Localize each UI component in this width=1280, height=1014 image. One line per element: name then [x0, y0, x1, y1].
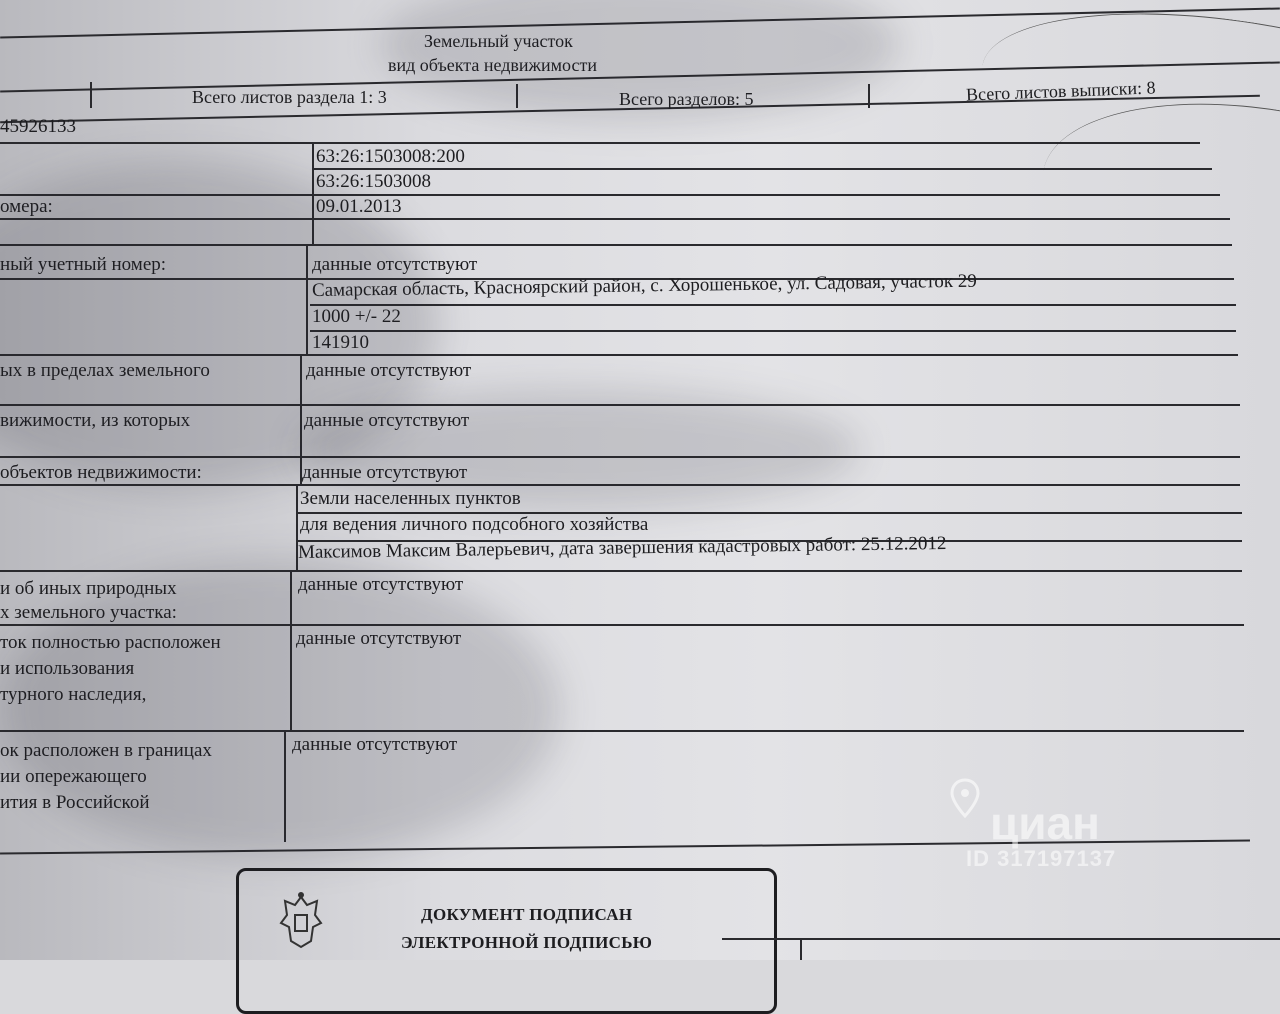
rule — [0, 404, 1240, 406]
rule — [284, 730, 286, 842]
rule — [0, 244, 1232, 246]
cadastral-engineer: Максимов Максим Валерьевич, дата завершения кадастровых работ: 25.12.2012 — [297, 532, 947, 563]
stamp-line-1: ДОКУМЕНТ ПОДПИСАН — [421, 905, 633, 924]
rule — [0, 484, 1240, 486]
row-label: объектов недвижимости: — [0, 462, 202, 483]
doc-number: 45926133 — [0, 116, 76, 137]
rule — [0, 142, 1200, 144]
sheets-total: Всего листов выписки: 8 — [965, 77, 1156, 105]
row-value: данные отсутствуют — [304, 410, 470, 431]
rule — [0, 218, 1230, 220]
row-value: данные отсутствуют — [298, 574, 464, 595]
assignment-date: 09.01.2013 — [316, 196, 402, 217]
permitted-use: для ведения личного подсобного хозяйства — [300, 514, 649, 535]
address: Самарская область, Красноярский район, с. Хорошенькое, ул. Садовая, участок 29 — [311, 270, 977, 301]
row-value: данные отсутствуют — [306, 360, 472, 381]
rule — [516, 84, 518, 108]
row-label: турного наследия, — [0, 684, 147, 705]
sheets-section: Всего листов раздела 1: 3 — [192, 87, 387, 107]
row-label: вижимости, из которых — [0, 410, 191, 431]
cian-pin-icon — [950, 778, 980, 818]
row-label: и использования — [0, 658, 135, 679]
object-subtitle: вид объекта недвижимости — [388, 55, 597, 75]
rule — [0, 624, 1244, 626]
row-label: х земельного участка: — [0, 602, 177, 623]
rule — [310, 304, 1236, 306]
row-label: ых в пределах земельного — [0, 360, 210, 381]
row-value: данные отсутствуют — [296, 628, 462, 649]
russian-coat-of-arms-icon — [277, 891, 325, 951]
rule — [90, 82, 92, 108]
watermark-brand: циан — [990, 797, 1100, 849]
rule — [0, 730, 1244, 732]
row-label: и об иных природных — [0, 578, 177, 599]
cadastral-number: 63:26:1503008:200 — [316, 146, 465, 167]
rule — [0, 354, 1238, 356]
row-value: данные отсутствуют — [302, 462, 468, 483]
rule — [290, 570, 292, 730]
row-label: ок расположен в границах — [0, 740, 212, 761]
sections-total: Всего разделов: 5 — [619, 89, 754, 109]
cadastral-block: 63:26:1503008 — [316, 171, 432, 192]
rule — [0, 456, 1240, 458]
rule — [0, 570, 1242, 572]
land-category: Земли населенных пунктов — [300, 488, 521, 509]
row-label: омера: — [0, 196, 53, 217]
row-value: данные отсутствуют — [292, 734, 458, 755]
rule — [0, 194, 1220, 196]
watermark-id: ID 317197137 — [966, 846, 1117, 871]
rule — [868, 84, 870, 108]
row-label: ный учетный номер: — [0, 254, 167, 275]
e-signature-stamp — [236, 868, 777, 1014]
rule — [310, 330, 1236, 332]
rule — [312, 168, 1212, 170]
cadastral-value: 141910 — [312, 332, 369, 353]
row-value: данные отсутствуют — [312, 254, 478, 275]
object-title: Земельный участок — [424, 31, 573, 51]
row-label: ток полностью расположен — [0, 632, 221, 653]
rule — [800, 940, 802, 960]
stamp-line-2: ЭЛЕКТРОННОЙ ПОДПИСЬЮ — [401, 933, 653, 952]
rule — [306, 244, 308, 354]
rule — [722, 938, 1280, 940]
row-label: ития в Российской — [0, 792, 150, 813]
area: 1000 +/- 22 — [312, 306, 401, 327]
rule — [312, 142, 314, 246]
row-label: ии опережающего — [0, 766, 147, 787]
